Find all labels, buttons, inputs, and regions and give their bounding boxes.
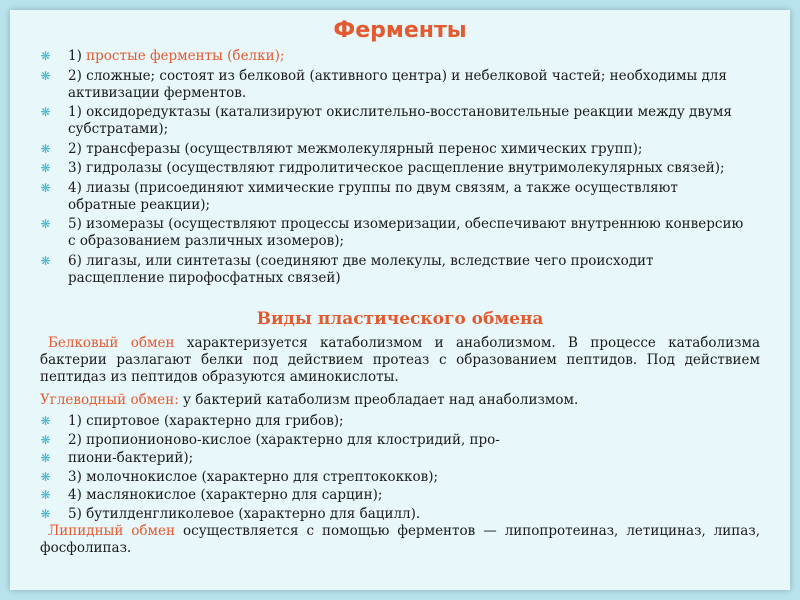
item-text: 2) трансферазы (осуществляют межмолекулярный перенос химических групп); xyxy=(68,140,643,157)
list-item xyxy=(10,68,790,102)
bullet-icon: ❋ xyxy=(40,253,51,268)
list-item xyxy=(10,413,790,430)
bullet-icon: ❋ xyxy=(40,469,51,484)
list-item xyxy=(10,506,790,523)
item-text: 2) сложные; состоят из белковой (активного центра) и небелковой частей; необходимы для активизации ферментов. xyxy=(68,67,727,101)
bullet-icon: ❋ xyxy=(40,451,51,465)
section-subtitle: Виды пластического обмена xyxy=(256,309,544,329)
bullet-icon: ❋ xyxy=(40,141,51,156)
list-item xyxy=(10,180,790,214)
item-text: 1) спиртовое (характерно для грибов); xyxy=(68,413,344,429)
item-text: 3) гидролазы (осуществляют гидролитическое расщепление внутримолекулярных связей); xyxy=(68,160,725,176)
content-panel xyxy=(10,10,790,590)
item-text: 4) лиазы (присоединяют химические группы по двум связям, а также осуществляют обратные реакции); xyxy=(68,179,678,213)
item-text: 4) маслянокислое (характерно для сарцин); xyxy=(68,487,383,503)
bullet-icon: ❋ xyxy=(40,68,51,83)
carb-label: Углеводный обмен: xyxy=(40,392,179,408)
carb-text: у бактерий катаболизм преобладает над анаболизмом. xyxy=(178,392,579,408)
slide-title: Ферменты xyxy=(333,18,467,43)
list-item xyxy=(10,487,790,504)
bullet-icon: ❋ xyxy=(40,488,51,502)
list-item xyxy=(10,432,790,449)
item-text: 1) xyxy=(68,48,87,64)
lipid-paragraph xyxy=(40,523,760,557)
item-text: пиони-бактерий); xyxy=(68,450,194,466)
bullet-icon: ❋ xyxy=(40,414,51,428)
protein-paragraph xyxy=(40,335,760,386)
list-item xyxy=(10,253,790,287)
item-text: 5) изомеразы (осуществляют процессы изомеризации, обеспечивают внутреннюю конверсию с образованием различных изомеров); xyxy=(68,216,744,249)
list-item xyxy=(10,450,790,467)
bullet-icon: ❋ xyxy=(40,105,51,119)
lipid-text: осуществляется с помощью ферментов — липопротеиназ, летициназ, липаз, фосфолипаз. xyxy=(40,523,760,556)
bullet-icon: ❋ xyxy=(40,432,51,447)
item-highlight: простые ферменты (белки); xyxy=(86,48,285,64)
list-item xyxy=(10,104,790,138)
protein-label: Белковый обмен xyxy=(48,335,175,351)
item-text: 6) лигазы, или синтетазы (соединяют две молекулы, вследствие чего происходит расщепление пирофосфатных связей) xyxy=(68,252,654,286)
bullet-icon: ❋ xyxy=(40,506,51,521)
list-item xyxy=(10,48,790,65)
carb-list xyxy=(10,413,790,524)
enzyme-list xyxy=(10,48,790,289)
list-item xyxy=(10,216,790,250)
item-text: 5) бутилденгликолевое (характерно для бацилл). xyxy=(68,505,421,522)
carb-paragraph xyxy=(40,392,760,409)
list-item xyxy=(10,469,790,486)
bullet-icon: ❋ xyxy=(40,161,51,175)
bullet-icon: ❋ xyxy=(40,180,51,195)
bullet-icon: ❋ xyxy=(40,217,51,231)
protein-text: характеризуется катаболизмом и анаболизмом. В процессе катаболизма бактерии разлагают белки под действием протеаз с образованием пептидов. Под действием пептидаз из пептидов образуются аминокислоты. xyxy=(40,335,760,385)
lipid-label: Липидный обмен xyxy=(48,523,176,539)
item-text: 1) оксидоредуктазы (катализируют окислительно-восстановительные реакции между двумя субстратами); xyxy=(68,104,732,137)
item-text: 3) молочнокислое (характерно для стрептококков); xyxy=(68,468,439,485)
list-item xyxy=(10,141,790,158)
bullet-icon: ❋ xyxy=(40,49,51,63)
list-item xyxy=(10,160,790,177)
item-text: 2) пропионионово-кислое (характерно для клостридий, про- xyxy=(68,431,500,448)
